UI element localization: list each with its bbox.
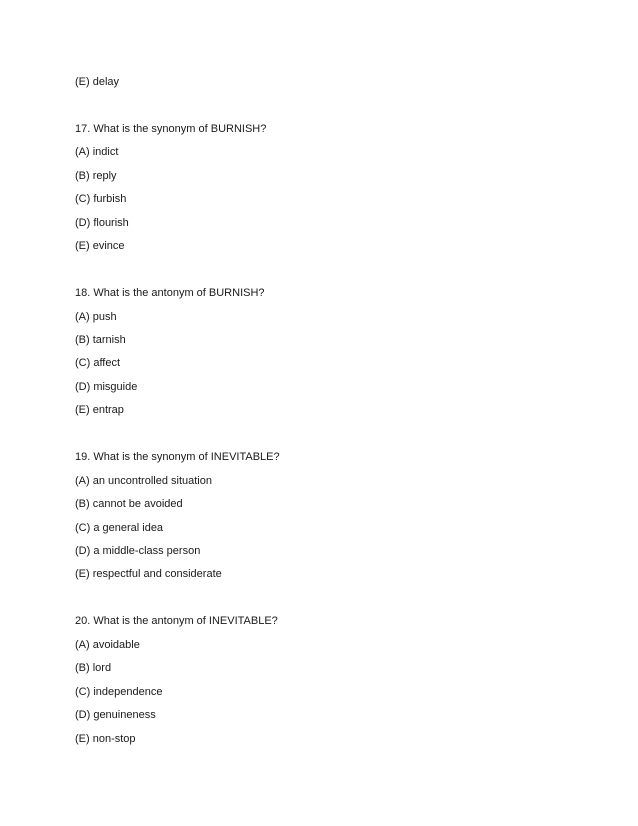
option-19-d: (D) a middle-class person <box>75 545 201 557</box>
option-19-c: (C) a general idea <box>75 522 164 534</box>
option-18-b: (B) tarnish <box>75 334 126 346</box>
option-20-e: (E) non-stop <box>75 733 136 745</box>
option-16-e: (E) delay <box>75 76 120 88</box>
option-18-c: (C) affect <box>75 357 121 369</box>
option-18-d: (D) misguide <box>75 381 138 393</box>
option-17-b: (B) reply <box>75 170 117 182</box>
question-19: 19. What is the synonym of INEVITABLE? <box>75 451 280 463</box>
question-18: 18. What is the antonym of BURNISH? <box>75 287 265 299</box>
question-17: 17. What is the synonym of BURNISH? <box>75 123 267 135</box>
option-19-b: (B) cannot be avoided <box>75 498 183 510</box>
option-20-d: (D) genuineness <box>75 709 156 721</box>
option-18-e: (E) entrap <box>75 404 124 416</box>
question-20: 20. What is the antonym of INEVITABLE? <box>75 615 278 627</box>
option-20-a: (A) avoidable <box>75 639 140 651</box>
option-17-d: (D) flourish <box>75 217 129 229</box>
option-18-a: (A) push <box>75 311 117 323</box>
option-17-e: (E) evince <box>75 240 125 252</box>
option-17-c: (C) furbish <box>75 193 127 205</box>
option-19-e: (E) respectful and considerate <box>75 568 222 580</box>
option-20-b: (B) lord <box>75 662 112 674</box>
option-17-a: (A) indict <box>75 146 119 158</box>
option-19-a: (A) an uncontrolled situation <box>75 475 212 487</box>
option-20-c: (C) independence <box>75 686 163 698</box>
